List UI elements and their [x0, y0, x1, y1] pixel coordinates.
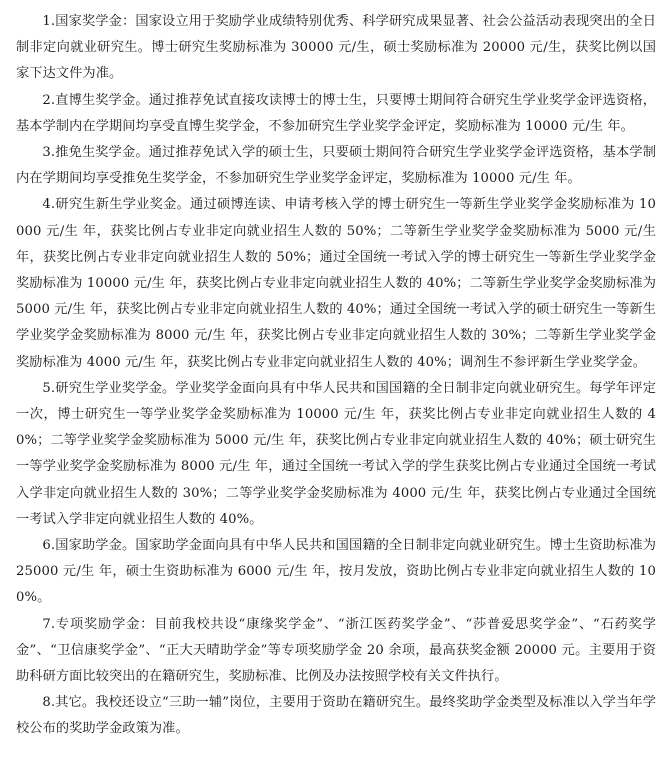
paragraph-national-grant: 6.国家助学金。国家助学金面向具有中华人民共和国国籍的全日制非定向就业研究生。博士生资助标准为 25000 元/生 年，硕士生资助标准为 6000 元/生 年，按月发放，资助比例占专业非定向就业招生人数的 100%。: [16, 538, 656, 606]
paragraph-other-support: 8.其它。我校还设立“三助一辅”岗位，主要用于资助在籍研究生。最终奖助学金类型及标准以入学当年学校公布的奖助学金政策为准。: [16, 695, 656, 737]
paragraph-national-scholarship: 1.国家奖学金：国家设立用于奖励学业成绩特别优秀、科学研究成果显著、社会公益活动表现突出的全日制非定向就业研究生。博士研究生奖励标准为 30000 元/生，硕士奖励标准为 20000 元/生，获奖比例以国家下达文件为准。: [16, 14, 656, 82]
paragraph-special-scholarships: 7.专项奖励学金：目前我校共设“康缘奖学金”、“浙江医药奖学金”、“莎普爱思奖学金”、“石药奖学金”、“卫信康奖学金”、“正大天晴助学金”等专项奖励学金 20 余项，最高获奖金额 20000 元。主要用于资助科研方面比较突出的在籍研究生，奖励标准、比例及办法按照学校有关文件执行。: [16, 616, 656, 685]
paragraph-recommended-exemption-scholarship: 3.推免生奖学金。通过推荐免试入学的硕士生，只要硕士期间符合研究生学业奖学金评选资格，基本学制内在学期间均享受推免生奖学金，不参加研究生学业奖学金评定，奖励标准为 10000 元/生 年。: [16, 145, 656, 187]
paragraph-new-student-scholarship: 4.研究生新生学业奖金。通过硕博连读、申请考核入学的博士研究生一等新生学业奖学金奖励标准为 10000 元/生 年，获奖比例占专业非定向就业招生人数的 50%；二等新生学业奖学金奖励标准为 5000 元/生 年，获奖比例占专业非定向就业招生人数的 50%；通过全国统一考试入学的博士研究生一等新生学业奖学金奖励标准为 10000 元/生 年，获奖比例占专业非定向就业招生人数的 40%；二等新生学业奖学金奖励标准为 5000 元/生 年，获奖比例占专业非定向就业招生人数的 40%；通过全国统一考试入学的硕士研究生一等新生学业奖学金奖励标准为 8000 元/生 年，获奖比例占专业非定向就业招生人数的 30%；二等新生学业奖学金奖励标准为 4000 元/生 年，获奖比例占专业非定向就业招生人数的 40%；调剂生不参评新生学业奖学金。: [16, 197, 656, 370]
paragraph-academic-scholarship: 5.研究生学业奖学金。学业奖学金面向具有中华人民共和国国籍的全日制非定向就业研究生。每学年评定一次，博士研究生一等学业奖学金奖励标准为 10000 元/生 年，获奖比例占专业非定向就业招生人数的 40%；二等学业奖学金奖励标准为 5000 元/生 年，获奖比例占专业非定向就业招生人数的 40%；硕士研究生一等学业奖学金奖励标准为 8000 元/生 年，通过全国统一考试入学的学生获奖比例占专业通过全国统一考试入学非定向就业招生人数的 30%；二等学业奖学金奖励标准为 4000 元/生 年，获奖比例占专业通过全国统一考试入学非定向就业招生人数的 40%。: [16, 380, 656, 527]
paragraph-direct-phd-scholarship: 2.直博生奖学金。通过推荐免试直接攻读博士的博士生，只要博士期间符合研究生学业奖学金评选资格，基本学制内在学期间均享受直博生奖学金，不参加研究生学业奖学金评定，奖励标准为 10000 元/生 年。: [16, 92, 656, 134]
